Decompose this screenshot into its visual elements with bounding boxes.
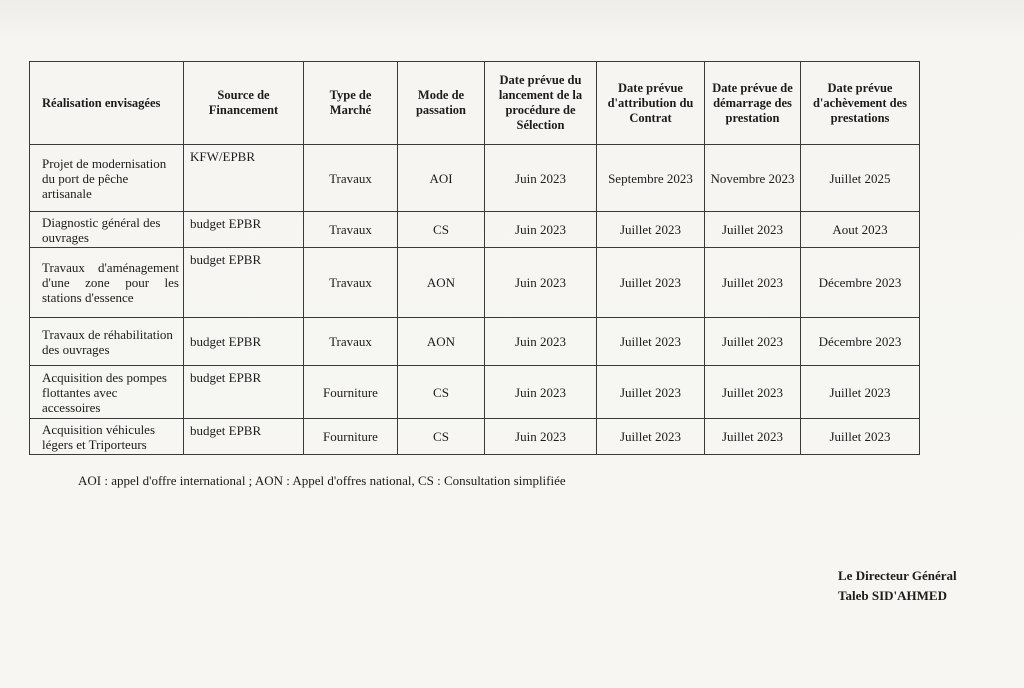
- cell-date-attribution: Juillet 2023: [597, 248, 705, 318]
- cell-date-lancement: Juin 2023: [485, 318, 597, 366]
- cell-date-demarrage: Juillet 2023: [705, 248, 801, 318]
- cell-date-attribution: Juillet 2023: [597, 419, 705, 455]
- cell-date-lancement: Juin 2023: [485, 145, 597, 212]
- cell-source: KFW/EPBR: [184, 145, 304, 212]
- cell-date-demarrage: Juillet 2023: [705, 212, 801, 248]
- cell-mode: AOI: [398, 145, 485, 212]
- cell-realisation: Projet de modernisation du port de pêche artisanale: [30, 145, 184, 212]
- cell-date-lancement: Juin 2023: [485, 248, 597, 318]
- cell-date-attribution: Juillet 2023: [597, 212, 705, 248]
- cell-source: budget EPBR: [184, 212, 304, 248]
- header-mode: Mode de passation: [398, 62, 485, 145]
- procurement-plan-table: [29, 61, 920, 455]
- table-header-row: [30, 62, 920, 145]
- cell-realisation: Diagnostic général des ouvrages: [30, 212, 184, 248]
- cell-date-attribution: Juillet 2023: [597, 318, 705, 366]
- signatory-title: Le Directeur Général: [838, 568, 957, 583]
- table-row: [30, 212, 920, 248]
- header-source: Source de Financement: [184, 62, 304, 145]
- cell-type: Travaux: [304, 145, 398, 212]
- cell-type: Travaux: [304, 318, 398, 366]
- header-date-attribution: Date prévue d'attribution du Contrat: [597, 62, 705, 145]
- cell-date-achevement: Juillet 2023: [801, 419, 920, 455]
- cell-date-lancement: Juin 2023: [485, 419, 597, 455]
- cell-date-demarrage: Juillet 2023: [705, 366, 801, 419]
- cell-date-lancement: Juin 2023: [485, 212, 597, 248]
- header-realisation: Réalisation envisagées: [30, 62, 184, 145]
- cell-date-achevement: Juillet 2025: [801, 145, 920, 212]
- cell-type: Travaux: [304, 248, 398, 318]
- signatory-name: Taleb SID'AHMED: [838, 588, 947, 603]
- cell-realisation: Acquisition des pompes flottantes avec accessoires: [30, 366, 184, 419]
- header-date-achevement: Date prévue d'achèvement des prestations: [801, 62, 920, 145]
- table-row: [30, 318, 920, 366]
- cell-realisation: Travaux d'aménagement d'une zone pour les stations d'essence: [30, 248, 184, 318]
- cell-source: budget EPBR: [184, 318, 304, 366]
- header-date-demarrage: Date prévue de démarrage des prestation: [705, 62, 801, 145]
- signature-block: [838, 566, 957, 606]
- table-row: [30, 145, 920, 212]
- table-row: [30, 419, 920, 455]
- abbreviations-footnote: AOI : appel d'offre international ; AON : Appel d'offres national, CS : Consultation simplifiée: [78, 473, 566, 488]
- cell-source: budget EPBR: [184, 419, 304, 455]
- cell-date-lancement: Juin 2023: [485, 366, 597, 419]
- cell-type: Travaux: [304, 212, 398, 248]
- cell-mode: CS: [398, 212, 485, 248]
- cell-date-attribution: Septembre 2023: [597, 145, 705, 212]
- cell-date-achevement: Décembre 2023: [801, 318, 920, 366]
- cell-date-demarrage: Juillet 2023: [705, 318, 801, 366]
- cell-realisation: Travaux de réhabilitation des ouvrages: [30, 318, 184, 366]
- cell-date-demarrage: Novembre 2023: [705, 145, 801, 212]
- table-row: [30, 248, 920, 318]
- cell-mode: AON: [398, 318, 485, 366]
- cell-source: budget EPBR: [184, 366, 304, 419]
- cell-mode: CS: [398, 366, 485, 419]
- cell-type: Fourniture: [304, 419, 398, 455]
- table-row: [30, 366, 920, 419]
- cell-realisation: Acquisition véhicules légers et Triporteurs: [30, 419, 184, 455]
- cell-date-achevement: Juillet 2023: [801, 366, 920, 419]
- header-type: Type de Marché: [304, 62, 398, 145]
- cell-date-demarrage: Juillet 2023: [705, 419, 801, 455]
- cell-mode: CS: [398, 419, 485, 455]
- cell-mode: AON: [398, 248, 485, 318]
- cell-date-attribution: Juillet 2023: [597, 366, 705, 419]
- cell-date-achevement: Aout 2023: [801, 212, 920, 248]
- cell-date-achevement: Décembre 2023: [801, 248, 920, 318]
- cell-type: Fourniture: [304, 366, 398, 419]
- header-date-lancement: Date prévue du lancement de la procédure de Sélection: [485, 62, 597, 145]
- cell-source: budget EPBR: [184, 248, 304, 318]
